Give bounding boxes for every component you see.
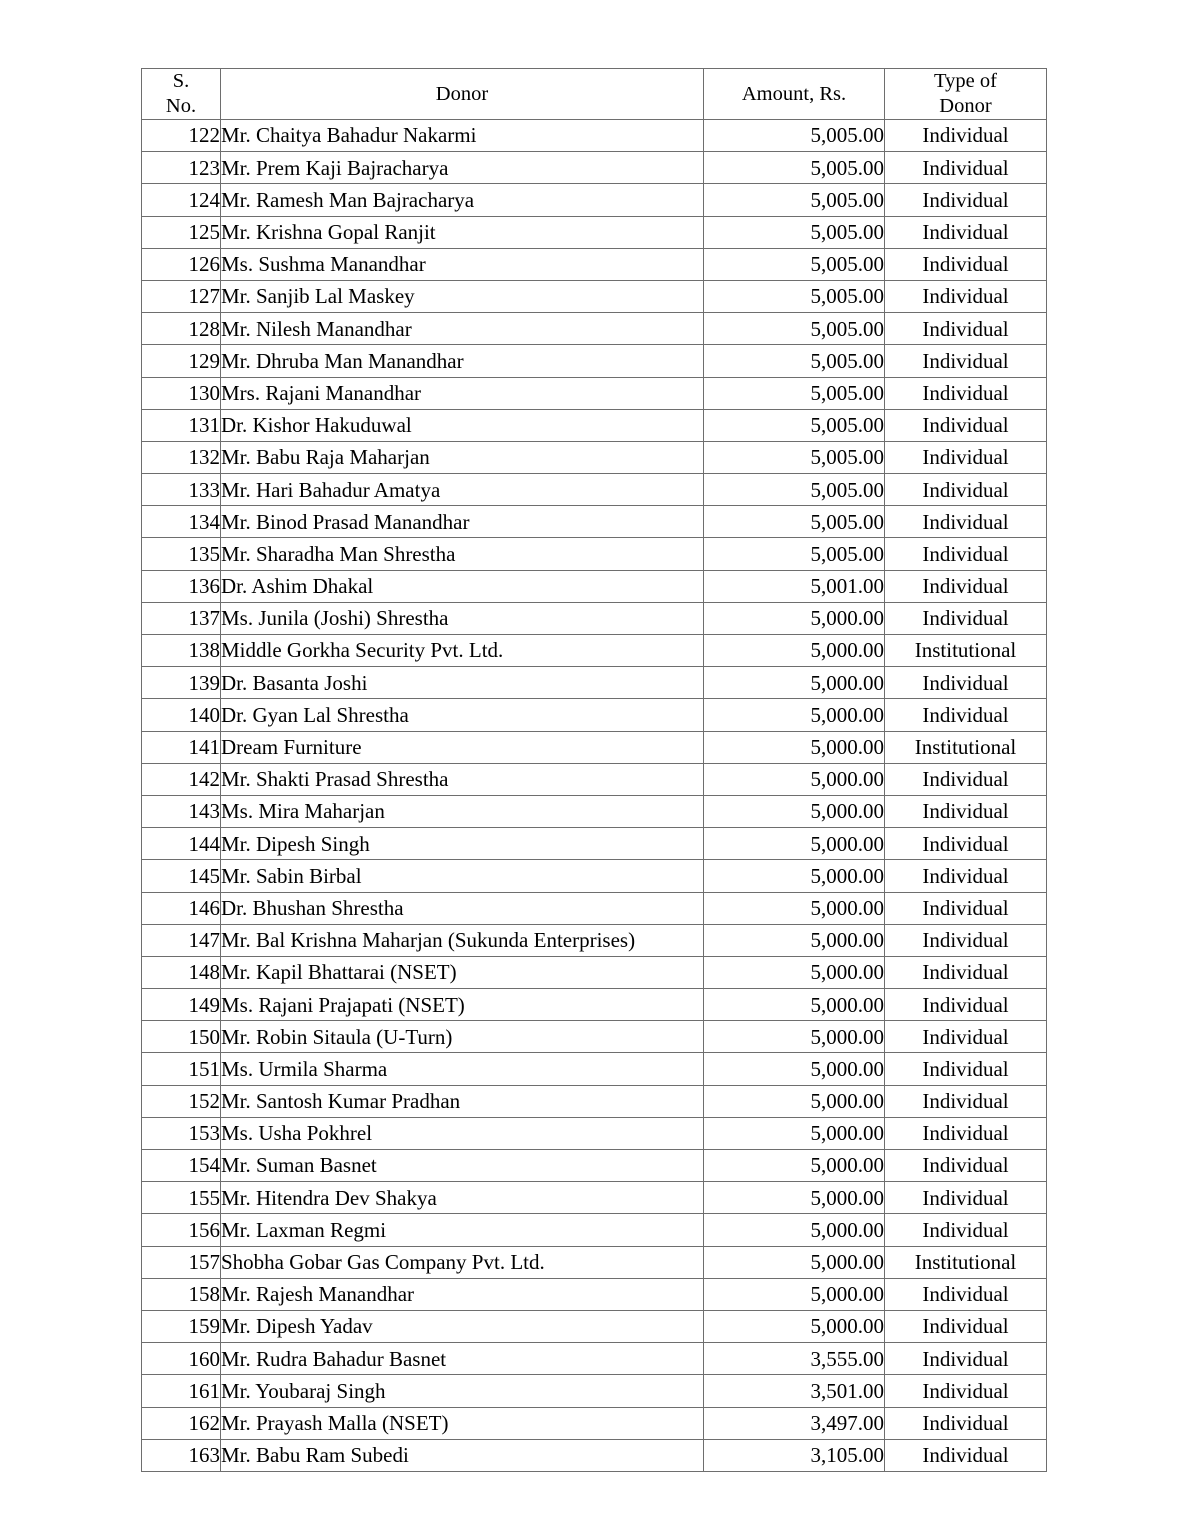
table-row (142, 1150, 1047, 1182)
cell-amount: 5,005.00 (704, 538, 885, 570)
cell-donor-name: Mr. Laxman Regmi (221, 1214, 704, 1246)
cell-donor-name: Dr. Basanta Joshi (221, 667, 704, 699)
cell-donor-type: Individual (885, 377, 1047, 409)
column-header-donor-label: Donor (435, 82, 489, 105)
table-row (142, 345, 1047, 377)
cell-amount: 5,000.00 (704, 1021, 885, 1053)
cell-amount: 5,000.00 (704, 860, 885, 892)
column-header-amount-label: Amount, Rs. (741, 82, 847, 105)
cell-donor-type: Individual (885, 860, 1047, 892)
cell-donor-name: Mr. Kapil Bhattarai (NSET) (221, 956, 704, 988)
cell-donor-name: Mr. Rudra Bahadur Basnet (221, 1343, 704, 1375)
cell-amount: 5,000.00 (704, 1214, 885, 1246)
cell-donor-type: Individual (885, 1021, 1047, 1053)
cell-donor-name: Mr. Binod Prasad Manandhar (221, 506, 704, 538)
cell-donor-type: Individual (885, 924, 1047, 956)
table-row (142, 152, 1047, 184)
cell-donor-name: Ms. Sushma Manandhar (221, 248, 704, 280)
cell-serial-number: 163 (142, 1439, 221, 1471)
cell-donor-name: Mr. Nilesh Manandhar (221, 313, 704, 345)
cell-donor-type: Individual (885, 1182, 1047, 1214)
cell-donor-name: Dr. Kishor Hakuduwal (221, 409, 704, 441)
cell-donor-type: Individual (885, 216, 1047, 248)
cell-serial-number: 141 (142, 731, 221, 763)
cell-serial-number: 132 (142, 441, 221, 473)
cell-donor-type: Individual (885, 280, 1047, 312)
cell-amount: 5,005.00 (704, 474, 885, 506)
table-row (142, 1246, 1047, 1278)
cell-amount: 5,005.00 (704, 313, 885, 345)
table-row (142, 377, 1047, 409)
cell-serial-number: 157 (142, 1246, 221, 1278)
column-header-donor (221, 69, 704, 120)
cell-donor-type: Individual (885, 441, 1047, 473)
table-row (142, 795, 1047, 827)
cell-serial-number: 136 (142, 570, 221, 602)
cell-serial-number: 131 (142, 409, 221, 441)
table-row (142, 120, 1047, 152)
cell-serial-number: 122 (142, 120, 221, 152)
cell-donor-name: Ms. Rajani Prajapati (NSET) (221, 989, 704, 1021)
table-row (142, 248, 1047, 280)
cell-donor-name: Mr. Suman Basnet (221, 1150, 704, 1182)
table-row (142, 1407, 1047, 1439)
cell-amount: 5,001.00 (704, 570, 885, 602)
cell-donor-name: Middle Gorkha Security Pvt. Ltd. (221, 635, 704, 667)
cell-serial-number: 140 (142, 699, 221, 731)
cell-donor-name: Dr. Gyan Lal Shrestha (221, 699, 704, 731)
cell-amount: 5,000.00 (704, 1182, 885, 1214)
cell-amount: 5,000.00 (704, 1310, 885, 1342)
cell-serial-number: 123 (142, 152, 221, 184)
cell-donor-type: Institutional (885, 635, 1047, 667)
table-row (142, 828, 1047, 860)
cell-amount: 3,501.00 (704, 1375, 885, 1407)
cell-donor-type: Individual (885, 248, 1047, 280)
cell-amount: 5,000.00 (704, 956, 885, 988)
cell-donor-type: Individual (885, 120, 1047, 152)
cell-donor-type: Individual (885, 1407, 1047, 1439)
cell-amount: 5,000.00 (704, 1150, 885, 1182)
cell-serial-number: 143 (142, 795, 221, 827)
cell-amount: 5,000.00 (704, 828, 885, 860)
table-row (142, 989, 1047, 1021)
cell-serial-number: 152 (142, 1085, 221, 1117)
cell-donor-name: Mr. Babu Ram Subedi (221, 1439, 704, 1471)
column-header-amount (704, 69, 885, 120)
cell-amount: 5,005.00 (704, 441, 885, 473)
cell-donor-name: Ms. Junila (Joshi) Shrestha (221, 602, 704, 634)
table-row (142, 216, 1047, 248)
cell-donor-type: Individual (885, 956, 1047, 988)
table-row (142, 699, 1047, 731)
cell-donor-name: Mr. Dipesh Singh (221, 828, 704, 860)
cell-amount: 5,005.00 (704, 280, 885, 312)
cell-donor-name: Mr. Hitendra Dev Shakya (221, 1182, 704, 1214)
table-row (142, 184, 1047, 216)
table-header-row (142, 69, 1047, 120)
table-row (142, 667, 1047, 699)
cell-amount: 5,000.00 (704, 1117, 885, 1149)
cell-donor-name: Mrs. Rajani Manandhar (221, 377, 704, 409)
cell-donor-type: Individual (885, 313, 1047, 345)
cell-donor-type: Individual (885, 667, 1047, 699)
cell-amount: 5,000.00 (704, 1278, 885, 1310)
cell-amount: 3,105.00 (704, 1439, 885, 1471)
cell-amount: 5,005.00 (704, 120, 885, 152)
cell-amount: 5,000.00 (704, 924, 885, 956)
cell-amount: 5,000.00 (704, 763, 885, 795)
cell-serial-number: 159 (142, 1310, 221, 1342)
cell-donor-name: Mr. Krishna Gopal Ranjit (221, 216, 704, 248)
table-row (142, 1343, 1047, 1375)
table-row (142, 1182, 1047, 1214)
table-header (142, 69, 1047, 120)
cell-donor-name: Mr. Chaitya Bahadur Nakarmi (221, 120, 704, 152)
cell-serial-number: 148 (142, 956, 221, 988)
cell-donor-type: Institutional (885, 731, 1047, 763)
cell-amount: 3,497.00 (704, 1407, 885, 1439)
table-row (142, 409, 1047, 441)
cell-serial-number: 134 (142, 506, 221, 538)
cell-donor-type: Individual (885, 1278, 1047, 1310)
cell-amount: 5,005.00 (704, 506, 885, 538)
cell-donor-name: Ms. Urmila Sharma (221, 1053, 704, 1085)
cell-donor-type: Individual (885, 1150, 1047, 1182)
table-row (142, 1375, 1047, 1407)
table-row (142, 280, 1047, 312)
cell-donor-name: Dr. Bhushan Shrestha (221, 892, 704, 924)
cell-donor-name: Dream Furniture (221, 731, 704, 763)
table-row (142, 892, 1047, 924)
cell-amount: 5,005.00 (704, 409, 885, 441)
cell-donor-type: Individual (885, 474, 1047, 506)
table-row (142, 956, 1047, 988)
cell-amount: 5,000.00 (704, 667, 885, 699)
cell-donor-name: Mr. Bal Krishna Maharjan (Sukunda Enterprises) (221, 924, 704, 956)
cell-serial-number: 147 (142, 924, 221, 956)
cell-amount: 5,000.00 (704, 699, 885, 731)
cell-serial-number: 146 (142, 892, 221, 924)
cell-donor-type: Individual (885, 506, 1047, 538)
cell-amount: 5,000.00 (704, 1085, 885, 1117)
table-row (142, 1310, 1047, 1342)
cell-amount: 5,000.00 (704, 989, 885, 1021)
cell-serial-number: 158 (142, 1278, 221, 1310)
cell-serial-number: 156 (142, 1214, 221, 1246)
cell-donor-type: Individual (885, 602, 1047, 634)
cell-serial-number: 142 (142, 763, 221, 795)
column-header-serial-number-line1: S. (172, 70, 190, 92)
cell-donor-name: Mr. Youbaraj Singh (221, 1375, 704, 1407)
column-header-type-of-donor (885, 69, 1047, 120)
cell-serial-number: 138 (142, 635, 221, 667)
cell-serial-number: 161 (142, 1375, 221, 1407)
cell-amount: 5,000.00 (704, 731, 885, 763)
cell-donor-type: Individual (885, 1375, 1047, 1407)
cell-serial-number: 127 (142, 280, 221, 312)
cell-donor-name: Mr. Robin Sitaula (U-Turn) (221, 1021, 704, 1053)
cell-donor-type: Individual (885, 795, 1047, 827)
cell-donor-type: Individual (885, 1343, 1047, 1375)
cell-serial-number: 151 (142, 1053, 221, 1085)
table-row (142, 1053, 1047, 1085)
cell-donor-name: Mr. Dhruba Man Manandhar (221, 345, 704, 377)
table-row (142, 474, 1047, 506)
table-body (142, 120, 1047, 1472)
cell-serial-number: 144 (142, 828, 221, 860)
cell-amount: 5,005.00 (704, 248, 885, 280)
table-row (142, 570, 1047, 602)
cell-amount: 5,000.00 (704, 1053, 885, 1085)
cell-donor-name: Shobha Gobar Gas Company Pvt. Ltd. (221, 1246, 704, 1278)
cell-serial-number: 160 (142, 1343, 221, 1375)
cell-serial-number: 153 (142, 1117, 221, 1149)
cell-serial-number: 155 (142, 1182, 221, 1214)
cell-donor-name: Ms. Usha Pokhrel (221, 1117, 704, 1149)
table-row (142, 1214, 1047, 1246)
cell-serial-number: 162 (142, 1407, 221, 1439)
cell-serial-number: 128 (142, 313, 221, 345)
column-header-serial-number-line2: No. (165, 95, 197, 117)
cell-amount: 5,000.00 (704, 1246, 885, 1278)
table-row (142, 1085, 1047, 1117)
cell-serial-number: 125 (142, 216, 221, 248)
cell-amount: 5,000.00 (704, 795, 885, 827)
table-row (142, 763, 1047, 795)
cell-donor-name: Dr. Ashim Dhakal (221, 570, 704, 602)
table-row (142, 731, 1047, 763)
cell-donor-name: Mr. Hari Bahadur Amatya (221, 474, 704, 506)
table-row (142, 860, 1047, 892)
table-row (142, 924, 1047, 956)
cell-donor-name: Mr. Prem Kaji Bajracharya (221, 152, 704, 184)
table-row (142, 313, 1047, 345)
cell-donor-type: Individual (885, 184, 1047, 216)
column-header-type-of-donor-line2: Donor (939, 95, 992, 117)
cell-donor-type: Individual (885, 699, 1047, 731)
cell-donor-type: Individual (885, 763, 1047, 795)
cell-donor-type: Individual (885, 1053, 1047, 1085)
cell-amount: 5,000.00 (704, 602, 885, 634)
cell-serial-number: 129 (142, 345, 221, 377)
cell-serial-number: 133 (142, 474, 221, 506)
table-row (142, 602, 1047, 634)
cell-donor-type: Individual (885, 1117, 1047, 1149)
cell-serial-number: 126 (142, 248, 221, 280)
cell-serial-number: 150 (142, 1021, 221, 1053)
donor-list-table (141, 68, 1047, 1472)
cell-donor-type: Individual (885, 989, 1047, 1021)
cell-donor-type: Individual (885, 570, 1047, 602)
cell-serial-number: 154 (142, 1150, 221, 1182)
table-row (142, 441, 1047, 473)
cell-serial-number: 130 (142, 377, 221, 409)
cell-donor-name: Mr. Santosh Kumar Pradhan (221, 1085, 704, 1117)
cell-donor-name: Mr. Rajesh Manandhar (221, 1278, 704, 1310)
cell-serial-number: 135 (142, 538, 221, 570)
cell-amount: 5,000.00 (704, 635, 885, 667)
cell-donor-type: Individual (885, 1439, 1047, 1471)
table-row (142, 1439, 1047, 1471)
cell-amount: 5,005.00 (704, 377, 885, 409)
table-row (142, 506, 1047, 538)
cell-donor-type: Individual (885, 828, 1047, 860)
cell-donor-name: Mr. Dipesh Yadav (221, 1310, 704, 1342)
cell-donor-type: Individual (885, 1310, 1047, 1342)
cell-donor-name: Mr. Prayash Malla (NSET) (221, 1407, 704, 1439)
cell-amount: 5,005.00 (704, 184, 885, 216)
cell-donor-type: Individual (885, 538, 1047, 570)
table-row (142, 1117, 1047, 1149)
cell-serial-number: 137 (142, 602, 221, 634)
table-row (142, 1278, 1047, 1310)
cell-donor-type: Individual (885, 409, 1047, 441)
cell-donor-name: Mr. Babu Raja Maharjan (221, 441, 704, 473)
table-row (142, 1021, 1047, 1053)
cell-amount: 3,555.00 (704, 1343, 885, 1375)
cell-donor-type: Individual (885, 1214, 1047, 1246)
cell-donor-type: Individual (885, 892, 1047, 924)
cell-donor-name: Mr. Ramesh Man Bajracharya (221, 184, 704, 216)
table-row (142, 538, 1047, 570)
cell-donor-name: Mr. Sanjib Lal Maskey (221, 280, 704, 312)
cell-serial-number: 124 (142, 184, 221, 216)
cell-donor-type: Individual (885, 345, 1047, 377)
cell-amount: 5,005.00 (704, 152, 885, 184)
cell-donor-type: Individual (885, 1085, 1047, 1117)
column-header-type-of-donor-line1: Type of (934, 70, 997, 92)
cell-donor-type: Institutional (885, 1246, 1047, 1278)
cell-donor-name: Mr. Shakti Prasad Shrestha (221, 763, 704, 795)
column-header-serial-number (142, 69, 221, 120)
cell-amount: 5,000.00 (704, 892, 885, 924)
cell-serial-number: 149 (142, 989, 221, 1021)
cell-donor-name: Ms. Mira Maharjan (221, 795, 704, 827)
cell-donor-name: Mr. Sharadha Man Shrestha (221, 538, 704, 570)
cell-donor-name: Mr. Sabin Birbal (221, 860, 704, 892)
cell-serial-number: 139 (142, 667, 221, 699)
cell-amount: 5,005.00 (704, 216, 885, 248)
cell-serial-number: 145 (142, 860, 221, 892)
cell-donor-type: Individual (885, 152, 1047, 184)
table-row (142, 635, 1047, 667)
cell-amount: 5,005.00 (704, 345, 885, 377)
